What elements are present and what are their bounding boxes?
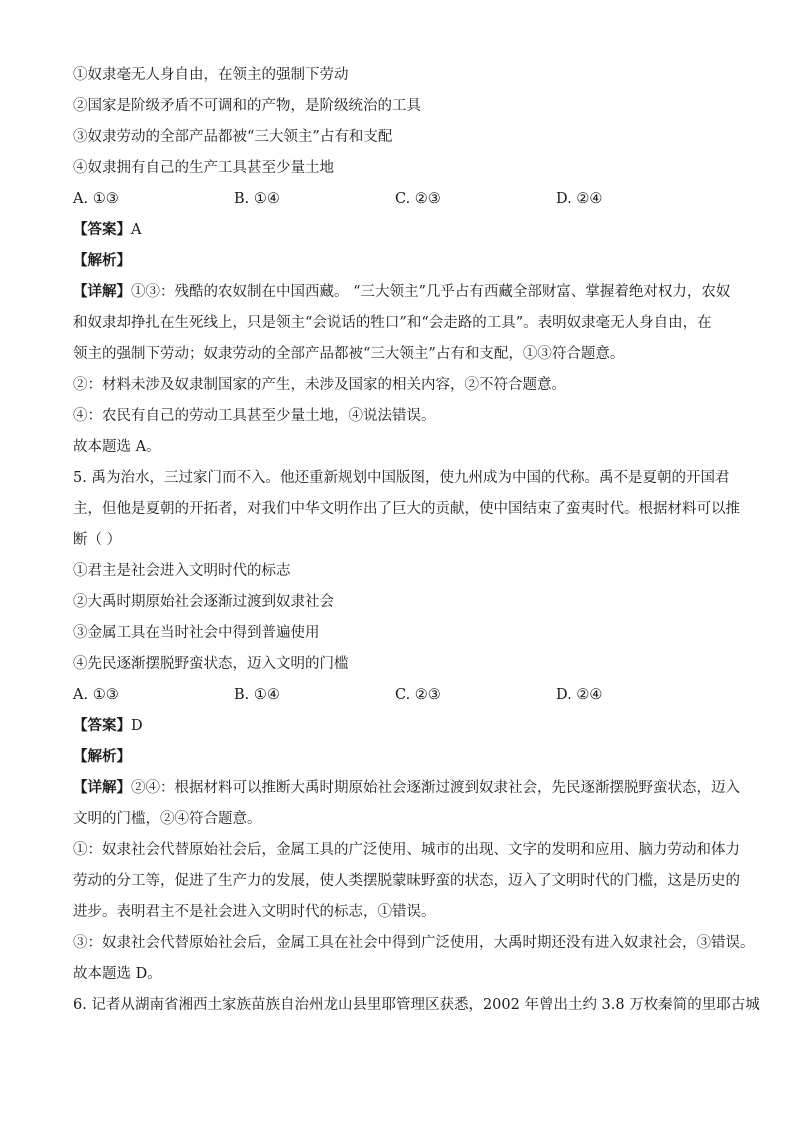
q5-options [73, 682, 733, 713]
q5-detail-line-2: 文明的门槛，②④符合题意。 [73, 811, 262, 827]
q4-detail-line-4: ②：材料未涉及奴隶制国家的产生，未涉及国家的相关内容，②不符合题意。 [73, 377, 566, 393]
q5-option-a: A. ①③ [73, 687, 119, 703]
q5-analysis-label: 【解析】 [73, 748, 131, 765]
q5-option-c: C. ②③ [395, 687, 441, 703]
q5-item-1: ①君主是社会进入文明时代的标志 [73, 563, 291, 579]
q5-detail-text-1: ②④：根据材料可以推断大禹时期原始社会逐渐过渡到奴隶社会，先民逐渐摆脱野蛮状态，迈入 [131, 780, 740, 796]
q4-answer [73, 217, 733, 248]
q4-detail-line-6: 故本题选 A。 [73, 439, 161, 455]
q4-detail-line-2: 和奴隶却挣扎在生死线上，只是领主“会说话的牲口”和“会走路的工具”。表明奴隶毫无人身自由，在 [73, 315, 712, 331]
q4-option-b: B. ①④ [234, 191, 280, 207]
q4-item-3: ③奴隶劳动的全部产品都被“三大领主”占有和支配 [73, 129, 393, 145]
q4-detail-line-1 [73, 279, 733, 310]
q5-option-b: B. ①④ [234, 687, 280, 703]
q5-answer-value: D [131, 718, 143, 734]
document-page [73, 62, 760, 1023]
q4-detail-line-5: ④：农民有自己的劳动工具甚至少量土地，④说法错误。 [73, 408, 436, 424]
q4-option-c: C. ②③ [395, 191, 441, 207]
q5-detail-line-7: 故本题选 D。 [73, 966, 162, 982]
q4-analysis [73, 248, 733, 279]
q5-detail-line-6: ③：奴隶社会代替原始社会后，金属工具在社会中得到广泛使用，大禹时期还没有进入奴隶社会，③错误。 [73, 935, 755, 951]
q4-option-a: A. ①③ [73, 191, 119, 207]
q4-option-d: D. ②④ [556, 191, 603, 207]
q5-item-2: ②大禹时期原始社会逐渐过渡到奴隶社会 [73, 594, 334, 610]
q5-answer [73, 713, 733, 744]
q6-stem-line-1: 6. 记者从湖南省湘西土家族苗族自治州龙山县里耶管理区获悉，2002 年曾出土约 3.8 万枚秦简的里耶古城 [73, 997, 760, 1013]
q4-detail-label: 【详解】 [73, 283, 131, 300]
q5-detail-line-5: 进步。表明君主不是社会进入文明时代的标志，①错误。 [73, 904, 436, 920]
q5-answer-label: 【答案】 [73, 717, 131, 734]
q5-option-d: D. ②④ [556, 687, 603, 703]
q5-stem-line-2: 主，但他是夏朝的开拓者，对我们中华文明作出了巨大的贡献，使中国结束了蛮夷时代。根据材料可以推 [73, 501, 740, 517]
q4-item-2: ②国家是阶级矛盾不可调和的产物，是阶级统治的工具 [73, 98, 421, 114]
q4-analysis-label: 【解析】 [73, 252, 131, 269]
q4-options [73, 186, 733, 217]
q5-stem-line-1: 5. 禹为治水，三过家门而不入。他还重新规划中国版图，使九州成为中国的代称。禹不是夏朝的开国君 [73, 470, 730, 486]
q4-item-4: ④奴隶拥有自己的生产工具甚至少量土地 [73, 160, 334, 176]
q5-detail-line-3: ①：奴隶社会代替原始社会后，金属工具的广泛使用、城市的出现、文字的发明和应用、脑力劳动和体力 [73, 842, 740, 858]
q4-answer-label: 【答案】 [73, 221, 131, 238]
q5-analysis [73, 744, 733, 775]
q5-item-3: ③金属工具在当时社会中得到普遍使用 [73, 625, 320, 641]
q5-item-4: ④先民逐渐摆脱野蛮状态，迈入文明的门槛 [73, 656, 349, 672]
q4-answer-value: A [131, 222, 142, 238]
q4-detail-line-3: 领主的强制下劳动；奴隶劳动的全部产品都被“三大领主”占有和支配，①③符合题意。 [73, 346, 625, 362]
q4-item-1: ①奴隶毫无人身自由，在领主的强制下劳动 [73, 67, 349, 83]
q5-stem-line-3: 断（ ） [73, 532, 122, 548]
q5-detail-line-4: 劳动的分工等，促进了生产力的发展，使人类摆脱蒙昧野蛮的状态，迈入了文明时代的门槛，这是历史的 [73, 873, 740, 889]
q5-detail-label: 【详解】 [73, 779, 131, 796]
question-4-items [73, 62, 733, 186]
q5-detail-line-1 [73, 775, 740, 806]
q4-detail-text-1: ①③：残酷的农奴制在中国西藏。 “三大领主”几乎占有西藏全部财富、掌握着绝对权力，农奴 [131, 284, 731, 300]
